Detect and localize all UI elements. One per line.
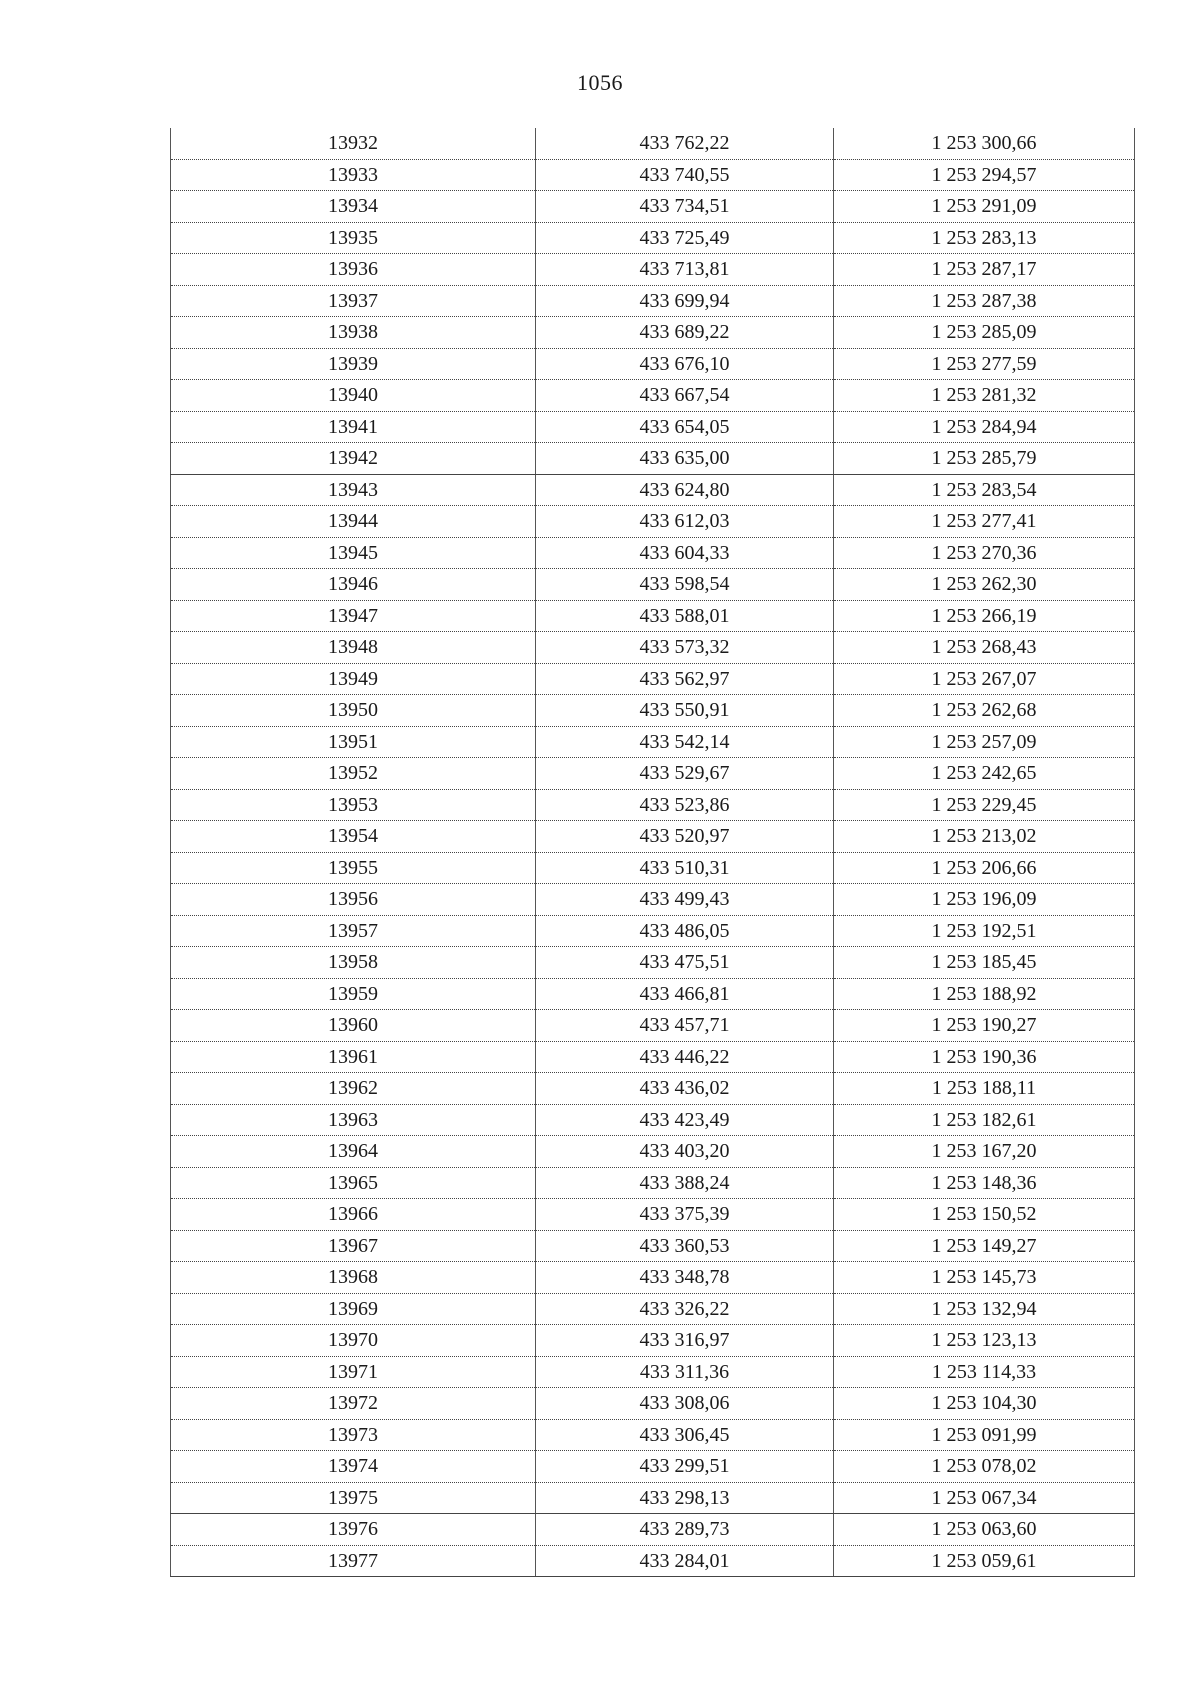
point-number-cell: 13956 xyxy=(171,884,536,916)
y-coordinate-cell: 1 253 091,99 xyxy=(834,1419,1135,1451)
table-row xyxy=(171,978,1135,1010)
x-coordinate-cell: 433 306,45 xyxy=(536,1419,834,1451)
y-coordinate-cell: 1 253 196,09 xyxy=(834,884,1135,916)
y-coordinate-cell: 1 253 188,92 xyxy=(834,978,1135,1010)
x-coordinate-cell: 433 510,31 xyxy=(536,852,834,884)
x-coordinate-cell: 433 725,49 xyxy=(536,222,834,254)
x-coordinate-cell: 433 298,13 xyxy=(536,1482,834,1514)
table-row xyxy=(171,1514,1135,1546)
x-coordinate-cell: 433 713,81 xyxy=(536,254,834,286)
y-coordinate-cell: 1 253 213,02 xyxy=(834,821,1135,853)
y-coordinate-cell: 1 253 114,33 xyxy=(834,1356,1135,1388)
point-number-cell: 13945 xyxy=(171,537,536,569)
point-number-cell: 13952 xyxy=(171,758,536,790)
x-coordinate-cell: 433 284,01 xyxy=(536,1545,834,1577)
table-row xyxy=(171,285,1135,317)
x-coordinate-cell: 433 311,36 xyxy=(536,1356,834,1388)
point-number-cell: 13958 xyxy=(171,947,536,979)
y-coordinate-cell: 1 253 148,36 xyxy=(834,1167,1135,1199)
x-coordinate-cell: 433 529,67 xyxy=(536,758,834,790)
point-number-cell: 13967 xyxy=(171,1230,536,1262)
point-number-cell: 13969 xyxy=(171,1293,536,1325)
table-row xyxy=(171,128,1135,159)
x-coordinate-cell: 433 436,02 xyxy=(536,1073,834,1105)
x-coordinate-cell: 433 316,97 xyxy=(536,1325,834,1357)
x-coordinate-cell: 433 475,51 xyxy=(536,947,834,979)
point-number-cell: 13974 xyxy=(171,1451,536,1483)
y-coordinate-cell: 1 253 262,30 xyxy=(834,569,1135,601)
y-coordinate-cell: 1 253 206,66 xyxy=(834,852,1135,884)
table-row xyxy=(171,474,1135,506)
table-row xyxy=(171,1167,1135,1199)
point-number-cell: 13941 xyxy=(171,411,536,443)
x-coordinate-cell: 433 375,39 xyxy=(536,1199,834,1231)
table-row xyxy=(171,632,1135,664)
y-coordinate-cell: 1 253 277,41 xyxy=(834,506,1135,538)
table-row xyxy=(171,191,1135,223)
y-coordinate-cell: 1 253 283,54 xyxy=(834,474,1135,506)
point-number-cell: 13976 xyxy=(171,1514,536,1546)
y-coordinate-cell: 1 253 257,09 xyxy=(834,726,1135,758)
table-row xyxy=(171,1041,1135,1073)
point-number-cell: 13968 xyxy=(171,1262,536,1294)
point-number-cell: 13960 xyxy=(171,1010,536,1042)
coordinates-table-body xyxy=(171,128,1135,1577)
x-coordinate-cell: 433 466,81 xyxy=(536,978,834,1010)
table-row xyxy=(171,1199,1135,1231)
y-coordinate-cell: 1 253 132,94 xyxy=(834,1293,1135,1325)
table-row xyxy=(171,317,1135,349)
x-coordinate-cell: 433 360,53 xyxy=(536,1230,834,1262)
x-coordinate-cell: 433 676,10 xyxy=(536,348,834,380)
point-number-cell: 13977 xyxy=(171,1545,536,1577)
table-row xyxy=(171,443,1135,475)
y-coordinate-cell: 1 253 262,68 xyxy=(834,695,1135,727)
table-row xyxy=(171,758,1135,790)
y-coordinate-cell: 1 253 300,66 xyxy=(834,128,1135,159)
table-row xyxy=(171,1010,1135,1042)
y-coordinate-cell: 1 253 078,02 xyxy=(834,1451,1135,1483)
table-row xyxy=(171,821,1135,853)
y-coordinate-cell: 1 253 242,65 xyxy=(834,758,1135,790)
x-coordinate-cell: 433 604,33 xyxy=(536,537,834,569)
x-coordinate-cell: 433 499,43 xyxy=(536,884,834,916)
table-row xyxy=(171,1545,1135,1577)
x-coordinate-cell: 433 523,86 xyxy=(536,789,834,821)
point-number-cell: 13933 xyxy=(171,159,536,191)
x-coordinate-cell: 433 403,20 xyxy=(536,1136,834,1168)
table-row xyxy=(171,726,1135,758)
x-coordinate-cell: 433 542,14 xyxy=(536,726,834,758)
table-row xyxy=(171,222,1135,254)
table-row xyxy=(171,537,1135,569)
x-coordinate-cell: 433 699,94 xyxy=(536,285,834,317)
table-row xyxy=(171,884,1135,916)
x-coordinate-cell: 433 299,51 xyxy=(536,1451,834,1483)
y-coordinate-cell: 1 253 067,34 xyxy=(834,1482,1135,1514)
point-number-cell: 13936 xyxy=(171,254,536,286)
table-row xyxy=(171,600,1135,632)
point-number-cell: 13973 xyxy=(171,1419,536,1451)
point-number-cell: 13954 xyxy=(171,821,536,853)
y-coordinate-cell: 1 253 150,52 xyxy=(834,1199,1135,1231)
point-number-cell: 13937 xyxy=(171,285,536,317)
point-number-cell: 13940 xyxy=(171,380,536,412)
y-coordinate-cell: 1 253 294,57 xyxy=(834,159,1135,191)
x-coordinate-cell: 433 446,22 xyxy=(536,1041,834,1073)
table-row xyxy=(171,1482,1135,1514)
y-coordinate-cell: 1 253 283,13 xyxy=(834,222,1135,254)
x-coordinate-cell: 433 289,73 xyxy=(536,1514,834,1546)
point-number-cell: 13964 xyxy=(171,1136,536,1168)
x-coordinate-cell: 433 486,05 xyxy=(536,915,834,947)
y-coordinate-cell: 1 253 063,60 xyxy=(834,1514,1135,1546)
y-coordinate-cell: 1 253 229,45 xyxy=(834,789,1135,821)
page-number: 1056 xyxy=(577,70,623,95)
y-coordinate-cell: 1 253 287,17 xyxy=(834,254,1135,286)
y-coordinate-cell: 1 253 284,94 xyxy=(834,411,1135,443)
y-coordinate-cell: 1 253 182,61 xyxy=(834,1104,1135,1136)
x-coordinate-cell: 433 624,80 xyxy=(536,474,834,506)
y-coordinate-cell: 1 253 291,09 xyxy=(834,191,1135,223)
x-coordinate-cell: 433 762,22 xyxy=(536,128,834,159)
y-coordinate-cell: 1 253 123,13 xyxy=(834,1325,1135,1357)
table-row xyxy=(171,915,1135,947)
table-row xyxy=(171,1230,1135,1262)
point-number-cell: 13942 xyxy=(171,443,536,475)
table-row xyxy=(171,695,1135,727)
x-coordinate-cell: 433 588,01 xyxy=(536,600,834,632)
point-number-cell: 13939 xyxy=(171,348,536,380)
table-row xyxy=(171,1262,1135,1294)
y-coordinate-cell: 1 253 287,38 xyxy=(834,285,1135,317)
y-coordinate-cell: 1 253 188,11 xyxy=(834,1073,1135,1105)
x-coordinate-cell: 433 598,54 xyxy=(536,569,834,601)
y-coordinate-cell: 1 253 268,43 xyxy=(834,632,1135,664)
y-coordinate-cell: 1 253 281,32 xyxy=(834,380,1135,412)
point-number-cell: 13932 xyxy=(171,128,536,159)
x-coordinate-cell: 433 562,97 xyxy=(536,663,834,695)
point-number-cell: 13938 xyxy=(171,317,536,349)
table-row xyxy=(171,1293,1135,1325)
y-coordinate-cell: 1 253 190,27 xyxy=(834,1010,1135,1042)
x-coordinate-cell: 433 457,71 xyxy=(536,1010,834,1042)
table-row xyxy=(171,947,1135,979)
point-number-cell: 13963 xyxy=(171,1104,536,1136)
x-coordinate-cell: 433 520,97 xyxy=(536,821,834,853)
y-coordinate-cell: 1 253 267,07 xyxy=(834,663,1135,695)
table-row xyxy=(171,1136,1135,1168)
table-row xyxy=(171,380,1135,412)
y-coordinate-cell: 1 253 145,73 xyxy=(834,1262,1135,1294)
y-coordinate-cell: 1 253 285,09 xyxy=(834,317,1135,349)
table-row xyxy=(171,348,1135,380)
table-row xyxy=(171,1388,1135,1420)
point-number-cell: 13965 xyxy=(171,1167,536,1199)
point-number-cell: 13961 xyxy=(171,1041,536,1073)
point-number-cell: 13947 xyxy=(171,600,536,632)
table-row xyxy=(171,569,1135,601)
y-coordinate-cell: 1 253 104,30 xyxy=(834,1388,1135,1420)
point-number-cell: 13944 xyxy=(171,506,536,538)
x-coordinate-cell: 433 654,05 xyxy=(536,411,834,443)
point-number-cell: 13946 xyxy=(171,569,536,601)
table-row xyxy=(171,506,1135,538)
point-number-cell: 13955 xyxy=(171,852,536,884)
point-number-cell: 13972 xyxy=(171,1388,536,1420)
y-coordinate-cell: 1 253 270,36 xyxy=(834,537,1135,569)
point-number-cell: 13943 xyxy=(171,474,536,506)
y-coordinate-cell: 1 253 277,59 xyxy=(834,348,1135,380)
table-row xyxy=(171,1356,1135,1388)
x-coordinate-cell: 433 423,49 xyxy=(536,1104,834,1136)
point-number-cell: 13962 xyxy=(171,1073,536,1105)
point-number-cell: 13934 xyxy=(171,191,536,223)
point-number-cell: 13970 xyxy=(171,1325,536,1357)
y-coordinate-cell: 1 253 185,45 xyxy=(834,947,1135,979)
point-number-cell: 13951 xyxy=(171,726,536,758)
point-number-cell: 13957 xyxy=(171,915,536,947)
table-row xyxy=(171,1451,1135,1483)
x-coordinate-cell: 433 348,78 xyxy=(536,1262,834,1294)
table-row xyxy=(171,254,1135,286)
x-coordinate-cell: 433 635,00 xyxy=(536,443,834,475)
point-number-cell: 13950 xyxy=(171,695,536,727)
point-number-cell: 13949 xyxy=(171,663,536,695)
x-coordinate-cell: 433 308,06 xyxy=(536,1388,834,1420)
x-coordinate-cell: 433 667,54 xyxy=(536,380,834,412)
x-coordinate-cell: 433 740,55 xyxy=(536,159,834,191)
point-number-cell: 13959 xyxy=(171,978,536,1010)
point-number-cell: 13966 xyxy=(171,1199,536,1231)
y-coordinate-cell: 1 253 266,19 xyxy=(834,600,1135,632)
x-coordinate-cell: 433 573,32 xyxy=(536,632,834,664)
x-coordinate-cell: 433 689,22 xyxy=(536,317,834,349)
y-coordinate-cell: 1 253 192,51 xyxy=(834,915,1135,947)
y-coordinate-cell: 1 253 059,61 xyxy=(834,1545,1135,1577)
coordinates-table xyxy=(170,128,1135,1577)
y-coordinate-cell: 1 253 190,36 xyxy=(834,1041,1135,1073)
x-coordinate-cell: 433 612,03 xyxy=(536,506,834,538)
table-row xyxy=(171,1104,1135,1136)
x-coordinate-cell: 433 326,22 xyxy=(536,1293,834,1325)
y-coordinate-cell: 1 253 167,20 xyxy=(834,1136,1135,1168)
table-row xyxy=(171,411,1135,443)
y-coordinate-cell: 1 253 285,79 xyxy=(834,443,1135,475)
table-row xyxy=(171,1073,1135,1105)
table-row xyxy=(171,1325,1135,1357)
table-row xyxy=(171,789,1135,821)
point-number-cell: 13971 xyxy=(171,1356,536,1388)
point-number-cell: 13935 xyxy=(171,222,536,254)
table-row xyxy=(171,663,1135,695)
point-number-cell: 13948 xyxy=(171,632,536,664)
table-row xyxy=(171,1419,1135,1451)
x-coordinate-cell: 433 388,24 xyxy=(536,1167,834,1199)
table-row xyxy=(171,159,1135,191)
x-coordinate-cell: 433 734,51 xyxy=(536,191,834,223)
table-row xyxy=(171,852,1135,884)
point-number-cell: 13953 xyxy=(171,789,536,821)
x-coordinate-cell: 433 550,91 xyxy=(536,695,834,727)
point-number-cell: 13975 xyxy=(171,1482,536,1514)
y-coordinate-cell: 1 253 149,27 xyxy=(834,1230,1135,1262)
